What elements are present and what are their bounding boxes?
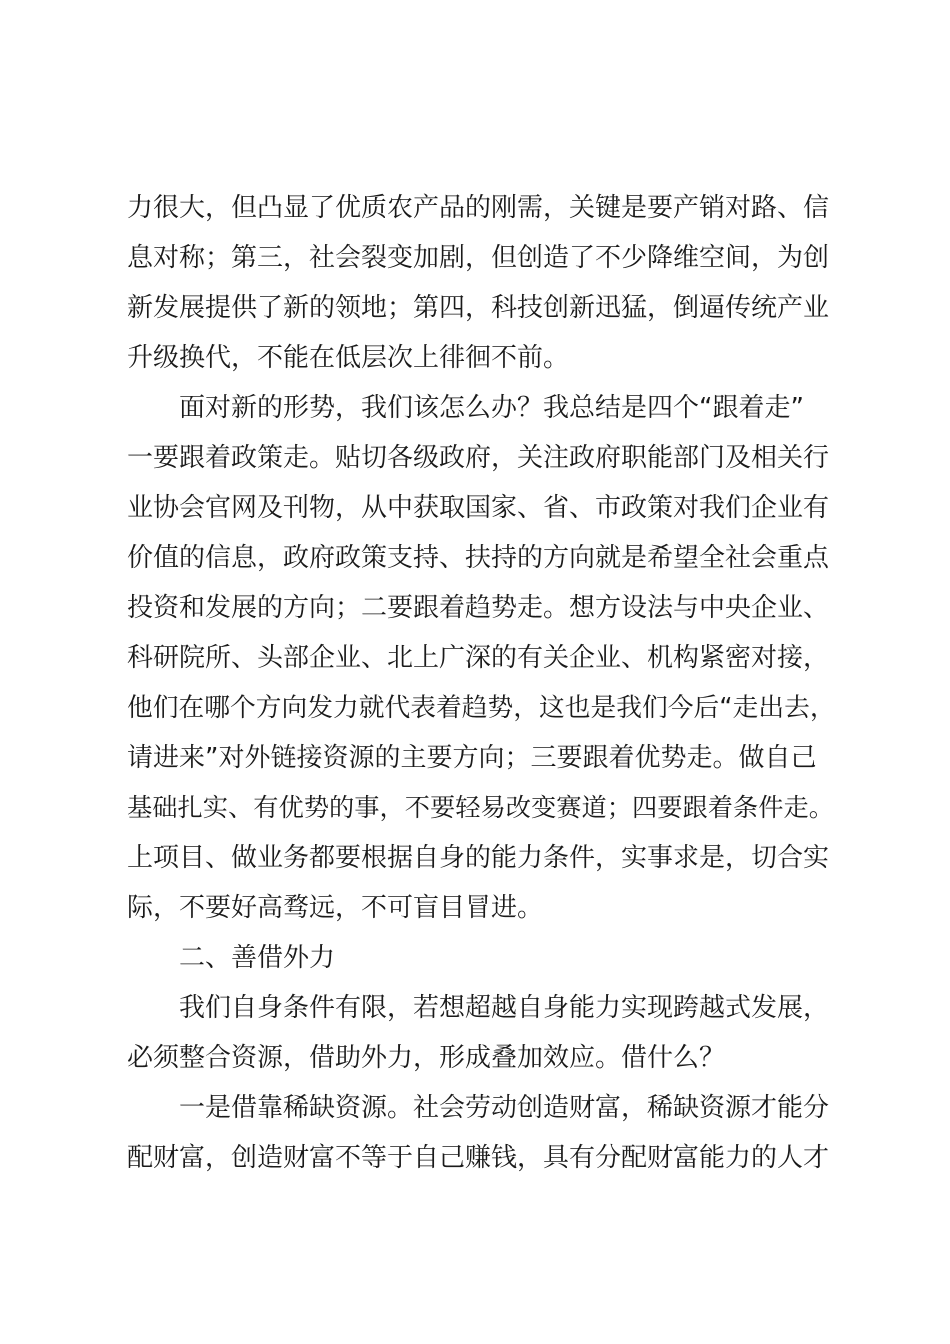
paragraph-start-line: 一是借靠稀缺资源。社会劳动创造财富，稀缺资源才能分 bbox=[179, 1093, 830, 1123]
text-line: 业协会官网及刊物，从中获取国家、省、市政策对我们企业有 bbox=[127, 493, 830, 523]
text-line: 基础扎实、有优势的事，不要轻易改变赛道；四要跟着条件走。 bbox=[127, 793, 834, 822]
section-heading: 二、善借外力 bbox=[179, 943, 336, 973]
text-line: 新发展提供了新的领地；第四，科技创新迅猛，倒逼传统产业 bbox=[127, 293, 830, 323]
text-line: 价值的信息，政府政策支持、扶持的方向就是希望全社会重点 bbox=[127, 543, 830, 573]
text-line: 科研院所、头部企业、北上广深的有关企业、机构紧密对接， bbox=[127, 643, 830, 673]
text-line: 配财富，创造财富不等于自己赚钱，具有分配财富能力的人才 bbox=[127, 1143, 830, 1173]
text-line: 他们在哪个方向发力就代表着趋势，这也是我们今后“走出去， bbox=[127, 693, 836, 723]
text-line: 必须整合资源，借助外力，形成叠加效应。借什么？ bbox=[127, 1043, 726, 1073]
text-line: 息对称；第三，社会裂变加剧，但创造了不少降维空间，为创 bbox=[127, 243, 830, 273]
text-line: 请进来”对外链接资源的主要方向；三要跟着优势走。做自己 bbox=[127, 743, 817, 773]
document-body bbox=[127, 183, 837, 1183]
text-line: 升级换代，不能在低层次上徘徊不前。 bbox=[127, 343, 570, 373]
text-line: 一要跟着政策走。贴切各级政府，关注政府职能部门及相关行 bbox=[127, 443, 830, 473]
text-line: 力很大，但凸显了优质农产品的刚需，关键是要产销对路、信 bbox=[127, 193, 830, 223]
text-line: 际，不要好高骛远，不可盲目冒进。 bbox=[127, 893, 544, 923]
text-line: 上项目、做业务都要根据自身的能力条件，实事求是，切合实 bbox=[127, 843, 830, 873]
paragraph-start-line: 我们自身条件有限，若想超越自身能力实现跨越式发展， bbox=[179, 993, 830, 1023]
paragraph-start-line: 面对新的形势，我们该怎么办？我总结是四个“跟着走” bbox=[179, 393, 804, 423]
text-line: 投资和发展的方向；二要跟着趋势走。想方设法与中央企业、 bbox=[127, 593, 830, 623]
